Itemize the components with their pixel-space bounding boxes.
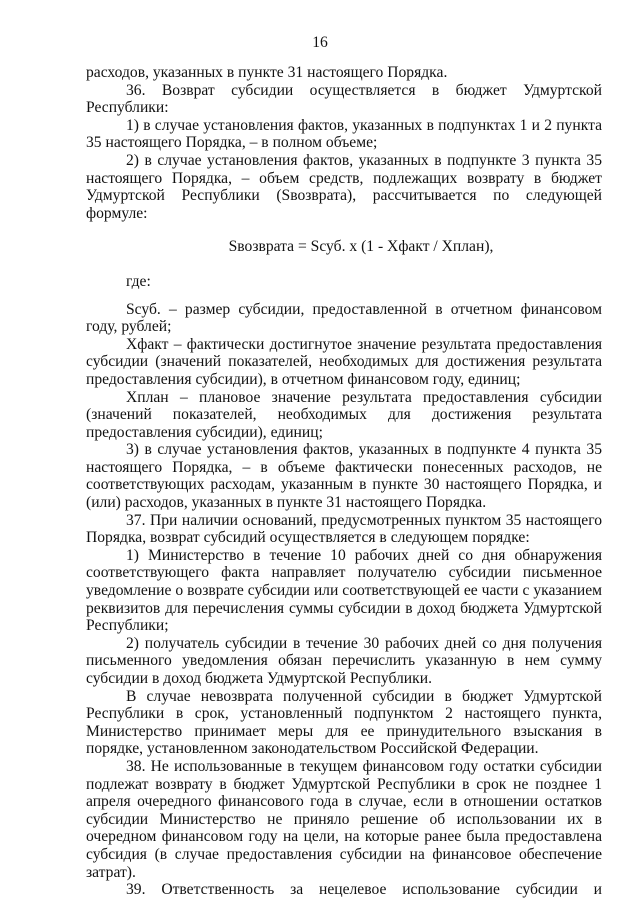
paragraph-37-item-2: 2) получатель субсидии в течение 30 рабочих дней со дня получения письменного уведомления обязан перечислить указанную в нем сумму субсидии в доход бюджета Удмуртской Республики. bbox=[86, 634, 602, 687]
paragraph-38: 38. Не использованные в текущем финансовом году остатки субсидии подлежат возврату в бюджет Удмуртской Республики в срок не позднее 1 апреля очередного финансового года в случае, если в отношении остатков субсидии Министерство не приняло решение об использовании их в очередном финансовом году на цели, на которые ранее была предоставлена субсидия (в случае предоставления субсидии на финансовое обеспечение затрат). bbox=[86, 757, 602, 881]
paragraph-37-item-1: 1) Министерство в течение 10 рабочих дней со дня обнаружения соответствующего факта направляет получателю субсидии письменное уведомление о возврате субсидии или соответствующей ее части с указанием реквизитов для перечисления суммы субсидии в доход бюджета Удмуртской Республики; bbox=[86, 546, 602, 635]
formula-where: где: bbox=[126, 272, 151, 290]
formula: Sвозврата = Sсуб. х (1 - Хфакт / Хплан), bbox=[228, 238, 494, 256]
definition-x-plan: Хплан – плановое значение результата предоставления субсидии (значений показателей, необходимых для достижения результата предоставления субсидии), единиц; bbox=[86, 388, 602, 441]
definition-s-sub: Sсуб. – размер субсидии, предоставленной в отчетном финансовом году, рублей; bbox=[86, 300, 602, 336]
paragraph-36: 36. Возврат субсидии осуществляется в бюджет Удмуртской Республики: bbox=[86, 81, 602, 117]
spacer bbox=[86, 291, 602, 301]
document-body bbox=[86, 64, 602, 899]
paragraph-36-item-1: 1) в случае установления фактов, указанных в подпунктах 1 и 2 пункта 35 настоящего Порядка, – в полном объеме; bbox=[86, 116, 602, 152]
paragraph-36-item-2: 2) в случае установления фактов, указанных в подпункте 3 пункта 35 настоящего Порядка, – объем средств, подлежащих возврату в бюджет Удмуртской Республики (Sвозврата), рассчитывается по следующей формуле: bbox=[86, 151, 602, 222]
paragraph-39: 39. Ответственность за нецелевое использование субсидии и bbox=[126, 881, 602, 899]
page-number: 16 bbox=[312, 34, 328, 51]
paragraph-continuation: расходов, указанных в пункте 31 настоящего Порядка. bbox=[86, 64, 448, 81]
paragraph-37-nonreturn: В случае невозврата полученной субсидии в бюджет Удмуртской Республики в срок, установленный подпунктом 2 настоящего пункта, Министерство принимает меры для ее принудительного взыскания в порядке, установленном законодательством Российской Федерации. bbox=[86, 687, 602, 758]
definition-x-fact: Хфакт – фактически достигнутое значение результата предоставления субсидии (значений показателей, необходимых для достижения результата предоставления субсидии), в отчетном финансовом году, единиц; bbox=[86, 335, 602, 388]
paragraph-36-item-3: 3) в случае установления фактов, указанных в подпункте 4 пункта 35 настоящего Порядка, – в объеме фактически понесенных расходов, не соответствующих расходам, указанным в пункте 30 настоящего Порядка, и (или) расходов, указанных в пункте 31 настоящего Порядка. bbox=[86, 441, 602, 512]
paragraph-37: 37. При наличии оснований, предусмотренных пунктом 35 настоящего Порядка, возврат субсидий осуществляется в следующем порядке: bbox=[86, 511, 602, 547]
